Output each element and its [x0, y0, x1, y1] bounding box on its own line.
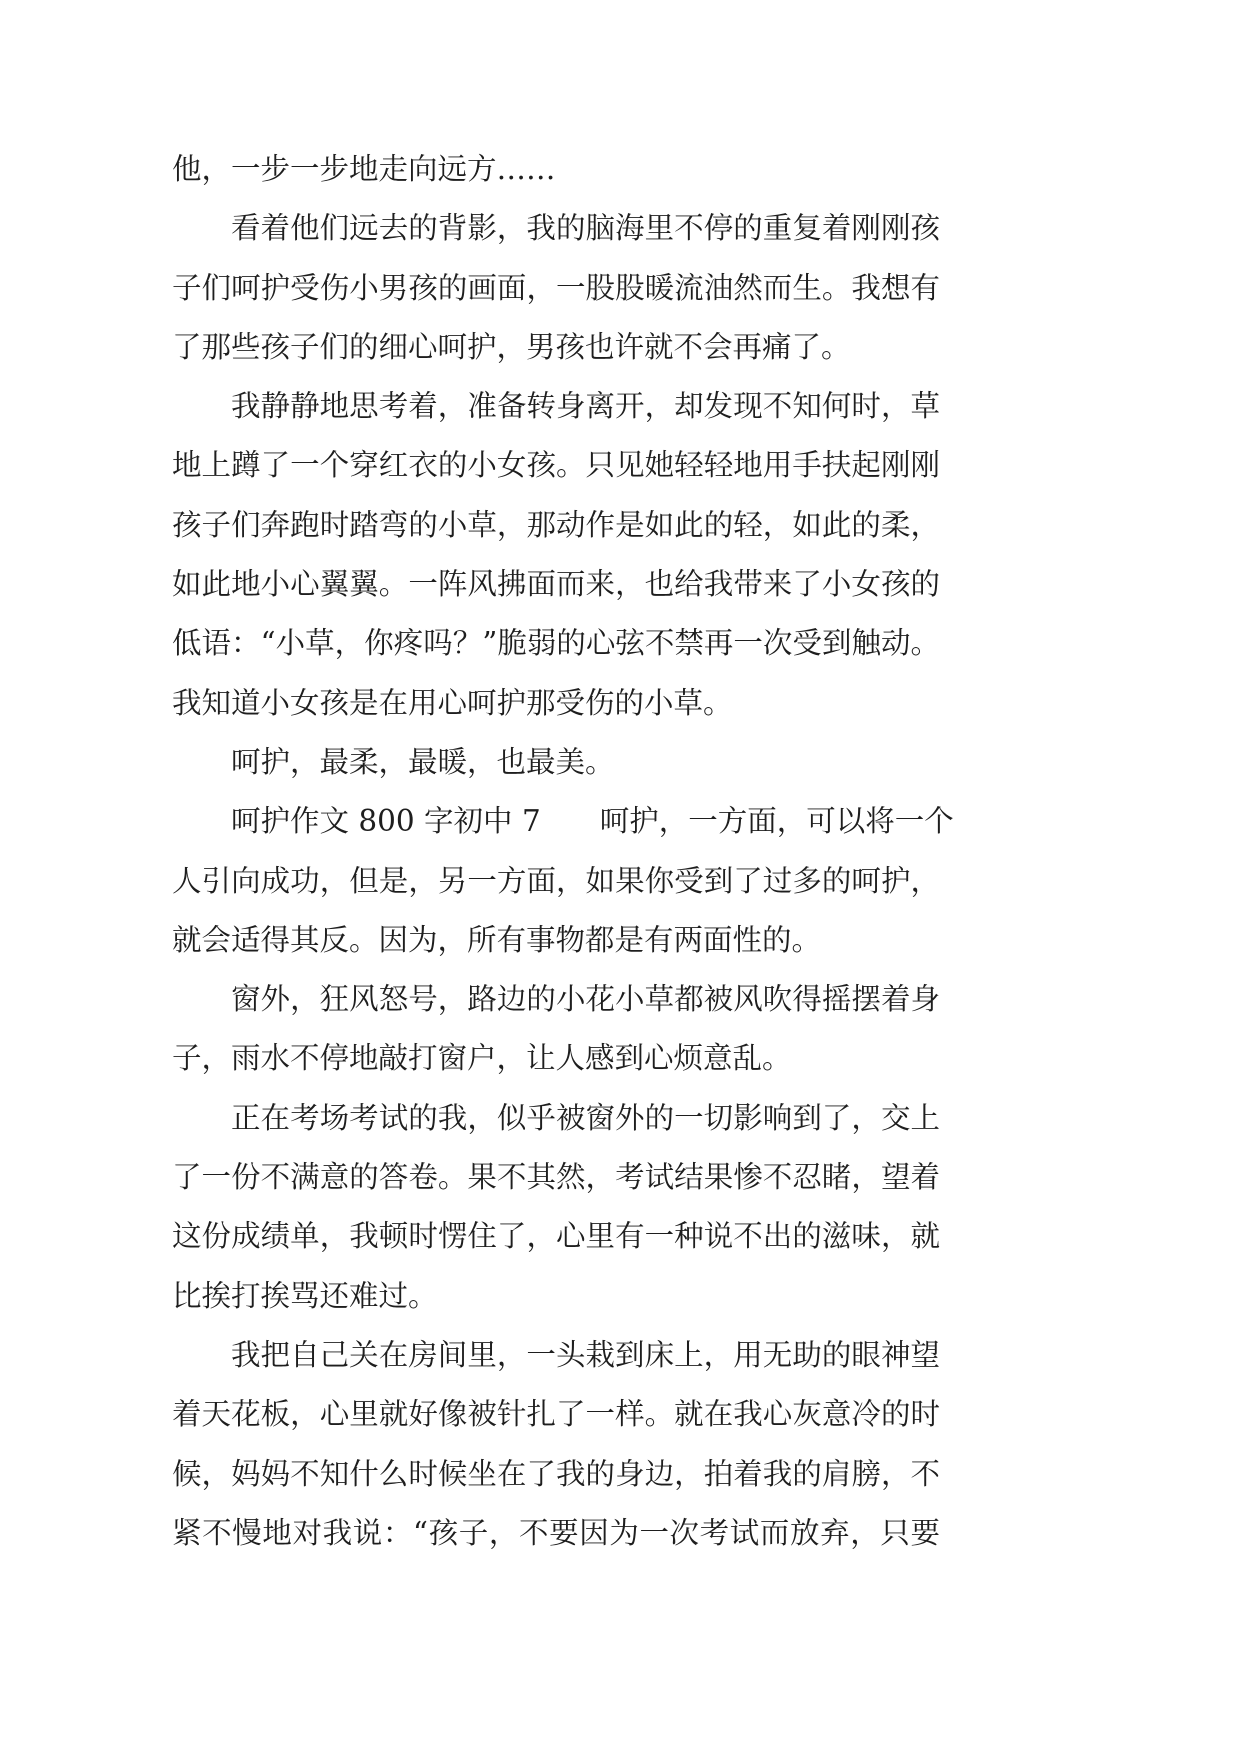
text-line: 他，一步一步地走向远方……: [172, 152, 556, 186]
paragraph: [172, 1089, 940, 1326]
text-line: 就会适得其反。因为，所有事物都是有两面性的。: [172, 922, 822, 957]
text-line: 我静静地思考着，准备转身离开，却发现不知何时，草: [231, 389, 940, 424]
text-line: 了一份不满意的答卷。果不其然，考试结果惨不忍睹，望着: [172, 1160, 940, 1195]
text-line: 子们呵护受伤小男孩的画面，一股股暖流油然而生。我想有: [172, 270, 940, 305]
text-line: 紧不慢地对我说：“孩子，不要因为一次考试而放弃，只要: [172, 1515, 940, 1550]
text-line: 这份成绩单，我顿时愣住了，心里有一种说不出的滋味，就: [172, 1219, 940, 1254]
paragraph: [172, 199, 940, 377]
text-line: 人引向成功，但是，另一方面，如果你受到了过多的呵护，: [172, 863, 940, 898]
text-line: 窗外，狂风怒号，路边的小花小草都被风吹得摇摆着身: [231, 982, 940, 1017]
paragraph: [172, 1326, 940, 1563]
text-line: 看着他们远去的背影，我的脑海里不停的重复着刚刚孩: [231, 211, 940, 246]
text-line: 呵护，最柔，最暖，也最美。: [231, 744, 615, 779]
text-line: 我知道小女孩是在用心呵护那受伤的小草。: [172, 685, 733, 720]
paragraph: [172, 970, 940, 1089]
paragraph: [172, 733, 940, 792]
text-line: 比挨打挨骂还难过。: [172, 1278, 438, 1313]
text-line: 呵护作文 800 字初中 7 呵护，一方面，可以将一个: [231, 804, 954, 839]
text-line: 地上蹲了一个穿红衣的小女孩。只见她轻轻地用手扶起刚刚: [172, 448, 940, 483]
body-text: [172, 140, 954, 1563]
text-line: 正在考场考试的我，似乎被窗外的一切影响到了，交上: [231, 1100, 940, 1135]
text-line: 候，妈妈不知什么时候坐在了我的身边，拍着我的肩膀，不: [172, 1456, 940, 1491]
text-line: 低语：“小草，你疼吗？”脆弱的心弦不禁再一次受到触动。: [172, 626, 940, 661]
text-line: 子，雨水不停地敲打窗户，让人感到心烦意乱。: [172, 1041, 792, 1076]
paragraph: [172, 377, 940, 733]
text-line: 我把自己关在房间里，一头栽到床上，用无助的眼神望: [231, 1337, 940, 1372]
paragraph: [172, 792, 954, 970]
text-line: 孩子们奔跑时踏弯的小草，那动作是如此的轻，如此的柔，: [172, 507, 940, 542]
text-line: 着天花板，心里就好像被针扎了一样。就在我心灰意冷的时: [172, 1397, 940, 1432]
paragraph: [172, 140, 940, 199]
text-line: 了那些孩子们的细心呵护，男孩也许就不会再痛了。: [172, 329, 851, 364]
text-line: 如此地小心翼翼。一阵风拂面而来，也给我带来了小女孩的: [172, 567, 940, 602]
